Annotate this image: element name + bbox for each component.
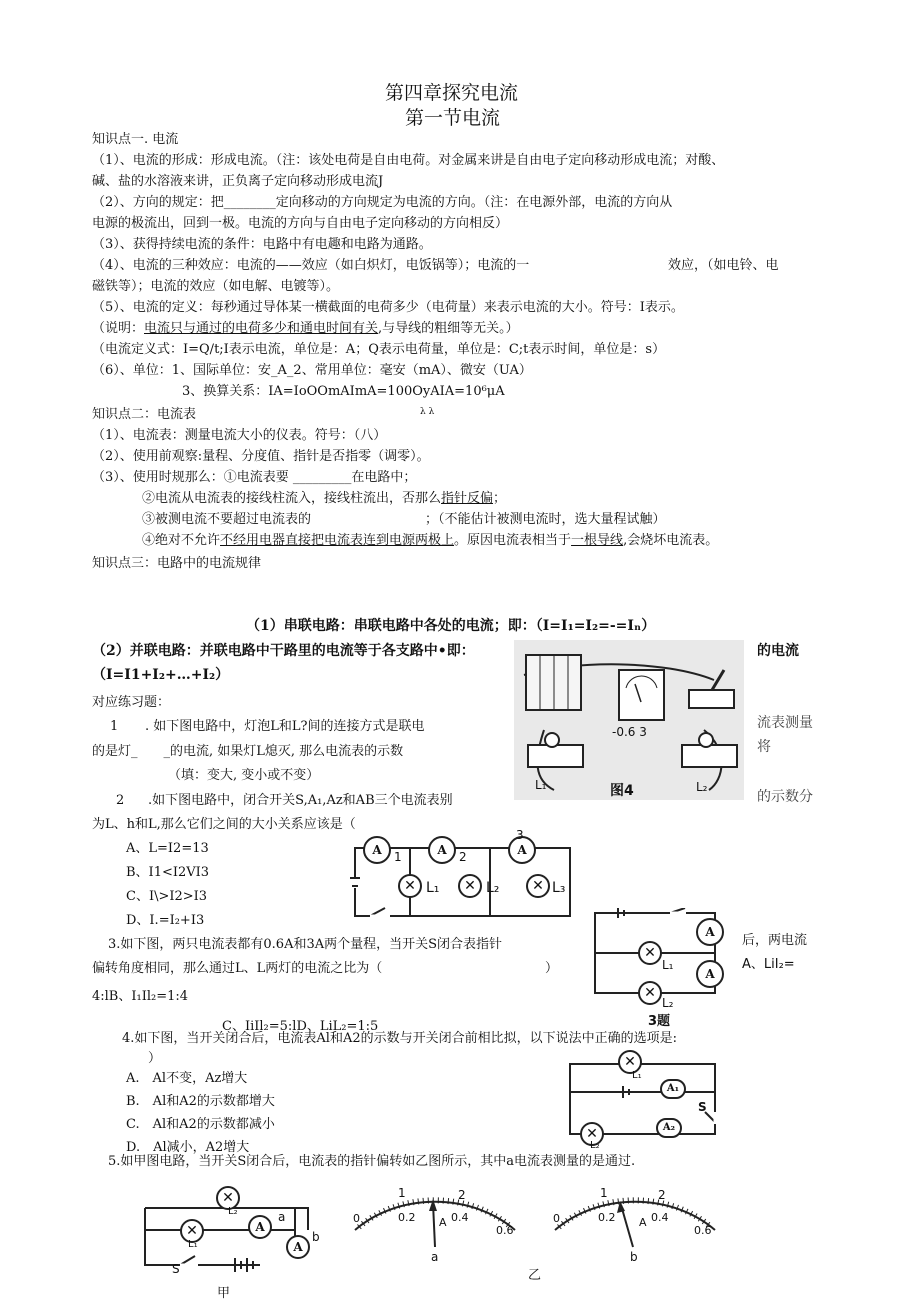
- q2-lamp-1-label: L₁: [426, 880, 440, 896]
- kp2-line3a-prefix: ②电流从电流表的接线柱流入，接线柱流出，否那么: [142, 491, 442, 506]
- q5-jia-label: 甲: [217, 1286, 231, 1301]
- q4-ammeter-2: A₂: [656, 1118, 682, 1138]
- q5-meter-b-tick-2: 2: [658, 1188, 666, 1202]
- q2-ammeter-3-index: 3: [516, 828, 524, 842]
- kp3-heading: 知识点三：电路中的电流规律: [92, 556, 262, 571]
- note-underlined: 电流只与通过的电荷多少和通电时间有关: [144, 321, 379, 336]
- fig4-l2: L₂: [696, 780, 708, 794]
- q5-lamp-2-label: L₂: [228, 1206, 238, 1217]
- note-suffix: ,与导线的粗细等无关。）: [378, 321, 519, 336]
- q2-lamp-1: ✕: [398, 874, 422, 898]
- q5-meter-b: [545, 1185, 725, 1260]
- q5-meter-b-tick-0: 0: [553, 1212, 560, 1225]
- kp2-line3b: ③被测电流不要超过电流表的: [142, 512, 312, 527]
- q5-meter-b-tick-0.2: 0.2: [598, 1211, 616, 1224]
- q3-ammeter-top: A: [696, 918, 724, 946]
- q3-lamp-2: ✕: [638, 981, 662, 1005]
- kp2-line3c-post: ,会烧坏电流表。: [623, 533, 719, 548]
- q4-lamp-2-label: L₂: [590, 1140, 600, 1151]
- q5-meter-a-tick-0.2: 0.2: [398, 1211, 416, 1224]
- q5-meter-b-tick-1: 1: [600, 1186, 608, 1200]
- kp1-line2: （2）、方向的规定：把________定向移动的方向规定为电流的方向。（注：在电源外部，电流的方向从: [92, 195, 673, 210]
- q4-text: 4.如下图，当开关闭合后，电流表Al和A2的示数与开关闭合前相比拟，以下说法中正确的选项是:: [122, 1031, 677, 1046]
- q1-number: 1: [110, 719, 119, 734]
- kp3-parallel-formula: （I=I1+I₂+…+I₂）: [92, 667, 230, 683]
- fig4-side4: 的示数分: [757, 789, 813, 805]
- q5-lamp-2: ✕: [216, 1186, 240, 1210]
- q5-meter-a: [345, 1185, 525, 1260]
- q4-option-c: C. Al和A2的示数都减小: [126, 1117, 275, 1132]
- q5-switch-label: S: [172, 1262, 180, 1276]
- kp2-line3c-u2: 一根导线: [571, 533, 624, 548]
- q5-text: 5.如甲图电路，当开关S闭合后，电流表的指针偏转如乙图所示，其中a电流表测量的是通过.: [108, 1154, 636, 1169]
- kp1-note: [92, 320, 519, 338]
- q1-text: . 如下图电路中，灯泡L和L?间的连接方式是联电: [145, 719, 425, 734]
- q3-ammeter-bottom: A: [696, 960, 724, 988]
- kp1-line5: （5）、电流的定义：每秒通过导体某一横截面的电荷多少（电荷量）来表示电流的大小。符号：I表示。: [92, 300, 684, 315]
- kp2-line3a-underlined: 指针反偏: [441, 491, 494, 506]
- q5-meter-a-tick-0.6: 0.6: [496, 1224, 514, 1237]
- q4-option-b: B. Al和A2的示数都增大: [126, 1094, 275, 1109]
- q5-meter-a-tick-0.4: 0.4: [451, 1211, 469, 1224]
- q2-lamp-3-label: L₃: [552, 880, 566, 896]
- fig4-l1: L₁: [535, 778, 547, 792]
- q5-meter-a-tick-2: 2: [458, 1188, 466, 1202]
- kp1-line1: （1）、电流的形成：形成电流。（注：该处电荷是自由电荷。对金属来讲是自由电子定向移动形成电流；对酸、: [92, 153, 725, 168]
- q3-text-b: 偏转角度相同，那么通过L、L两灯的电流之比为（: [92, 961, 383, 976]
- q5-meter-b-tick-0.6: 0.6: [694, 1224, 712, 1237]
- q2-number: 2: [116, 793, 125, 808]
- q3-right-text-2: A、LiI₂=: [742, 957, 795, 972]
- kp1-formula: （电流定义式：I=Q/t;I表示电流，单位是：A；Q表示电荷量，单位是：C;t表示时间，单位是：s）: [92, 342, 666, 357]
- kp2-line3c-u1: 不经用电器直接把电流表连到电源两极上: [220, 533, 455, 548]
- q5-meter-b-label: b: [630, 1250, 638, 1264]
- q3-text: 3.如下图，两只电流表都有0.6A和3A两个量程，当开关S闭合表指针: [108, 937, 503, 952]
- fig4-circuit-photo: [514, 640, 744, 800]
- q2-option-d: D、I.=I₂+I3: [126, 913, 205, 928]
- kp2-line3c: [142, 532, 718, 550]
- q3-options-cd: C、IiIl₂=5:lD、LiL₂=1:5: [222, 1019, 379, 1034]
- kp2-line3a-suffix: ；: [493, 491, 507, 506]
- q5-meter-b-symbol: A: [639, 1216, 647, 1229]
- q5-meter-a-tick-0: 0: [353, 1212, 360, 1225]
- q5-lamp-1: ✕: [180, 1219, 204, 1243]
- q2-ammeter-3: A: [508, 836, 536, 864]
- q3-options-ab: 4:lB、I₁Il₂=1:4: [92, 989, 189, 1004]
- q4-option-d: D. Al减小，A2增大: [126, 1140, 250, 1155]
- fig4-scale: -0.6 3: [612, 725, 647, 739]
- q4-lamp-1-label: L₁: [632, 1070, 642, 1081]
- q2-option-a: A、L=I2=13: [126, 841, 209, 856]
- kp1-heading: 知识点一. 电流: [92, 132, 179, 147]
- q3-caption: 3题: [648, 1014, 671, 1029]
- q3-lamp-1: ✕: [638, 941, 662, 965]
- kp2-line3: （3）、使用时规那么：①电流表要 _________在电路中；: [92, 470, 417, 485]
- q5-yi-label: 乙: [528, 1268, 542, 1283]
- kp3-series: （1）串联电路：串联电路中各处的电流；即：（I=I₁=I₂=-=Iₙ）: [246, 618, 656, 634]
- kp1-line3: （3）、获得持续电流的条件：电路中有电趣和电路为通路。: [92, 237, 432, 252]
- q2-ammeter-1-index: 1: [394, 850, 402, 864]
- section-title: 第一节电流: [405, 107, 501, 129]
- kp2-line2: （2）、使用前观察:量程、分度值、指针是否指零（调零）。: [92, 449, 430, 464]
- fig4-side3: 将: [757, 739, 771, 755]
- kp3-parallel: （2）并联电路：并联电路中干路里的电流等于各支路中•即：: [92, 643, 475, 659]
- kp2-line3c-mid: 。原因电流表相当于: [454, 533, 572, 548]
- q5-ammeter-a: A: [248, 1215, 272, 1239]
- q3-lamp-2-label: L₂: [662, 996, 674, 1010]
- kp2-line3b-right: ；（不能估计被测电流时，选大量程试触）: [425, 512, 666, 527]
- q2-text: .如下图电路中，闭合开关S,A₁,Az和AB三个电流表别: [148, 793, 453, 808]
- q2-lamp-2: ✕: [458, 874, 482, 898]
- q5-ammeter-b-label: b: [312, 1230, 320, 1244]
- q5-meter-b-tick-0.4: 0.4: [651, 1211, 669, 1224]
- q2-lamp-3: ✕: [526, 874, 550, 898]
- exercises-heading: 对应练习题：: [92, 695, 171, 710]
- kp2-small-mark: λ λ: [420, 407, 435, 417]
- kp2-line3a: [142, 490, 506, 508]
- q2-text-b: 为L、h和L,那么它们之间的大小关系应该是（: [92, 817, 356, 832]
- q2-option-c: C、I\>I2>I3: [126, 889, 208, 904]
- kp1-line1b: 碱、盐的水溶液来讲，正负离子定向移动形成电流J: [92, 174, 384, 189]
- q2-option-b: B、I1<I2VI3: [126, 865, 210, 880]
- chapter-title: 第四章探究电流: [385, 82, 519, 104]
- q5-ammeter-a-label: a: [278, 1210, 286, 1224]
- kp1-line6b: 3、换算关系：IA=IoOOmAImA=100OyAIA=10⁶μA: [182, 384, 505, 399]
- fig4-side2: 流表测量: [757, 715, 813, 731]
- kp2-line1: （1）、电流表：测量电流大小的仪表。符号：（八）: [92, 428, 387, 443]
- q3-right-text-1: 后，两电流: [742, 933, 808, 948]
- kp2-line3c-pre: ④绝对不允许: [142, 533, 221, 548]
- q2-ammeter-1: A: [363, 836, 391, 864]
- q5-ammeter-b: A: [286, 1235, 310, 1259]
- kp1-line2b: 电源的极流出，回到一极。电流的方向与自由电子定向移动的方向相反）: [92, 216, 509, 231]
- q4-text-b: ）: [148, 1051, 162, 1066]
- q2-ammeter-2: A: [428, 836, 456, 864]
- q4-option-a: A. Al不变，Az增大: [126, 1071, 248, 1086]
- q5-meter-a-label: a: [431, 1250, 439, 1264]
- kp1-line4: （4）、电流的三种效应：电流的——效应（如白炽灯，电饭锅等）；电流的一: [92, 258, 530, 273]
- q1-text-b: 的是灯_ _的电流, 如果灯L熄灭, 那么电流表的示数: [92, 744, 404, 759]
- q5-meter-a-symbol: A: [439, 1216, 447, 1229]
- q2-ammeter-2-index: 2: [459, 850, 467, 864]
- q2-lamp-2-label: L₂: [486, 880, 500, 896]
- fig4-caption: 图4: [610, 783, 634, 799]
- q1-text-c: （填：变大, 变小或不变）: [168, 768, 320, 783]
- q4-switch-label: S: [698, 1100, 707, 1114]
- q3-lamp-1-label: L₁: [662, 958, 674, 972]
- q5-lamp-1-label: L₁: [188, 1239, 198, 1250]
- q5-meter-a-tick-1: 1: [398, 1186, 406, 1200]
- q3-text-b-end: ）: [545, 961, 559, 976]
- q4-lamp-1: ✕: [618, 1050, 642, 1074]
- q4-ammeter-1: A₁: [660, 1079, 686, 1099]
- kp2-heading: 知识点二：电流表: [92, 407, 197, 422]
- note-prefix: （说明：: [92, 321, 145, 336]
- kp1-line4b: 磁铁等）；电流的效应（如电解、电镀等）。: [92, 279, 340, 294]
- q4-lamp-2: ✕: [580, 1122, 604, 1146]
- fig4-side1: 的电流: [757, 643, 799, 659]
- kp1-line4-right: 效应，（如电铃、电: [668, 258, 779, 273]
- kp1-line6: （6）、单位：1、国际单位：安_A_2、常用单位：毫安（mA）、微安（UA）: [92, 363, 532, 378]
